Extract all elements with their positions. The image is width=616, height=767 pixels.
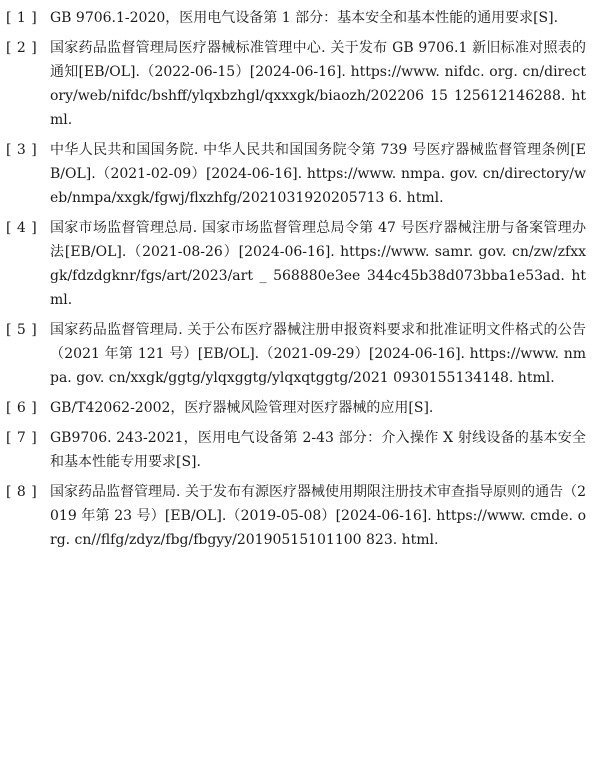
reference-number: [ 7 ] <box>6 430 38 446</box>
reference-number: [ 2 ] <box>6 40 38 56</box>
reference-number: [ 8 ] <box>6 484 38 500</box>
reference-number: [ 3 ] <box>6 142 38 158</box>
reference-item-5 <box>0 318 616 390</box>
reference-text: 国家市场监督管理总局. 国家市场监督管理总局令第 47 号医疗器械注册与备案管理办法[EB/OL].（2021-08-26）[2024-06-16]. https://www. samr. gov. cn/zw/zfxxgk/fdzdgknr/fgs/art/2023/art _ 568880e3ee 344c45b38d073bba1e53ad. html. <box>50 220 586 308</box>
reference-item-2 <box>0 36 616 132</box>
reference-item-4 <box>0 216 616 312</box>
reference-list <box>0 6 616 558</box>
reference-item-3 <box>0 138 616 210</box>
reference-text: 国家药品监督管理局. 关于公布医疗器械注册申报资料要求和批准证明文件格式的公告（2021 年第 121 号）[EB/OL].（2021-09-29）[2024-06-16]. https://www. nmpa. gov. cn/xxgk/ggtg/ylqxggtg/ylqxqtggtg/2021 0930155134148. html. <box>50 322 586 386</box>
reference-number: [ 6 ] <box>6 400 38 416</box>
reference-item-1 <box>0 6 616 30</box>
reference-text: 国家药品监督管理局. 关于发布有源医疗器械使用期限注册技术审查指导原则的通告（2019 年第 23 号）[EB/OL].（2019-05-08）[2024-06-16]. https://www. cmde. org. cn//flfg/zdyz/fbg/fbgyy/20190515101100 823. html. <box>50 484 586 548</box>
reference-text: GB 9706.1-2020，医用电气设备第 1 部分：基本安全和基本性能的通用要求[S]. <box>50 10 559 26</box>
reference-item-8 <box>0 480 616 552</box>
reference-text: 中华人民共和国国务院. 中华人民共和国国务院令第 739 号医疗器械监督管理条例[EB/OL].（2021-02-09）[2024-06-16]. https://www. nmpa. gov. cn/directory/web/nmpa/xxgk/fgwj/flxzhfg/2021031920205713 6. html. <box>50 142 586 206</box>
reference-item-7 <box>0 426 616 474</box>
reference-number: [ 5 ] <box>6 322 38 338</box>
reference-text: GB9706. 243-2021，医用电气设备第 2-43 部分：介入操作 X 射线设备的基本安全和基本性能专用要求[S]. <box>50 430 586 470</box>
reference-text: GB/T42062-2002，医疗器械风险管理对医疗器械的应用[S]. <box>50 400 434 416</box>
reference-number: [ 1 ] <box>6 10 38 26</box>
reference-text: 国家药品监督管理局医疗器械标准管理中心. 关于发布 GB 9706.1 新旧标准对照表的通知[EB/OL].（2022-06-15）[2024-06-16]. https://www. nifdc. org. cn/directory/web/nifdc/bshff/ylqxbzhgl/qxxxgk/biaozh/202206 15 125612146288. html. <box>50 40 586 128</box>
reference-item-6 <box>0 396 616 420</box>
reference-number: [ 4 ] <box>6 220 38 236</box>
